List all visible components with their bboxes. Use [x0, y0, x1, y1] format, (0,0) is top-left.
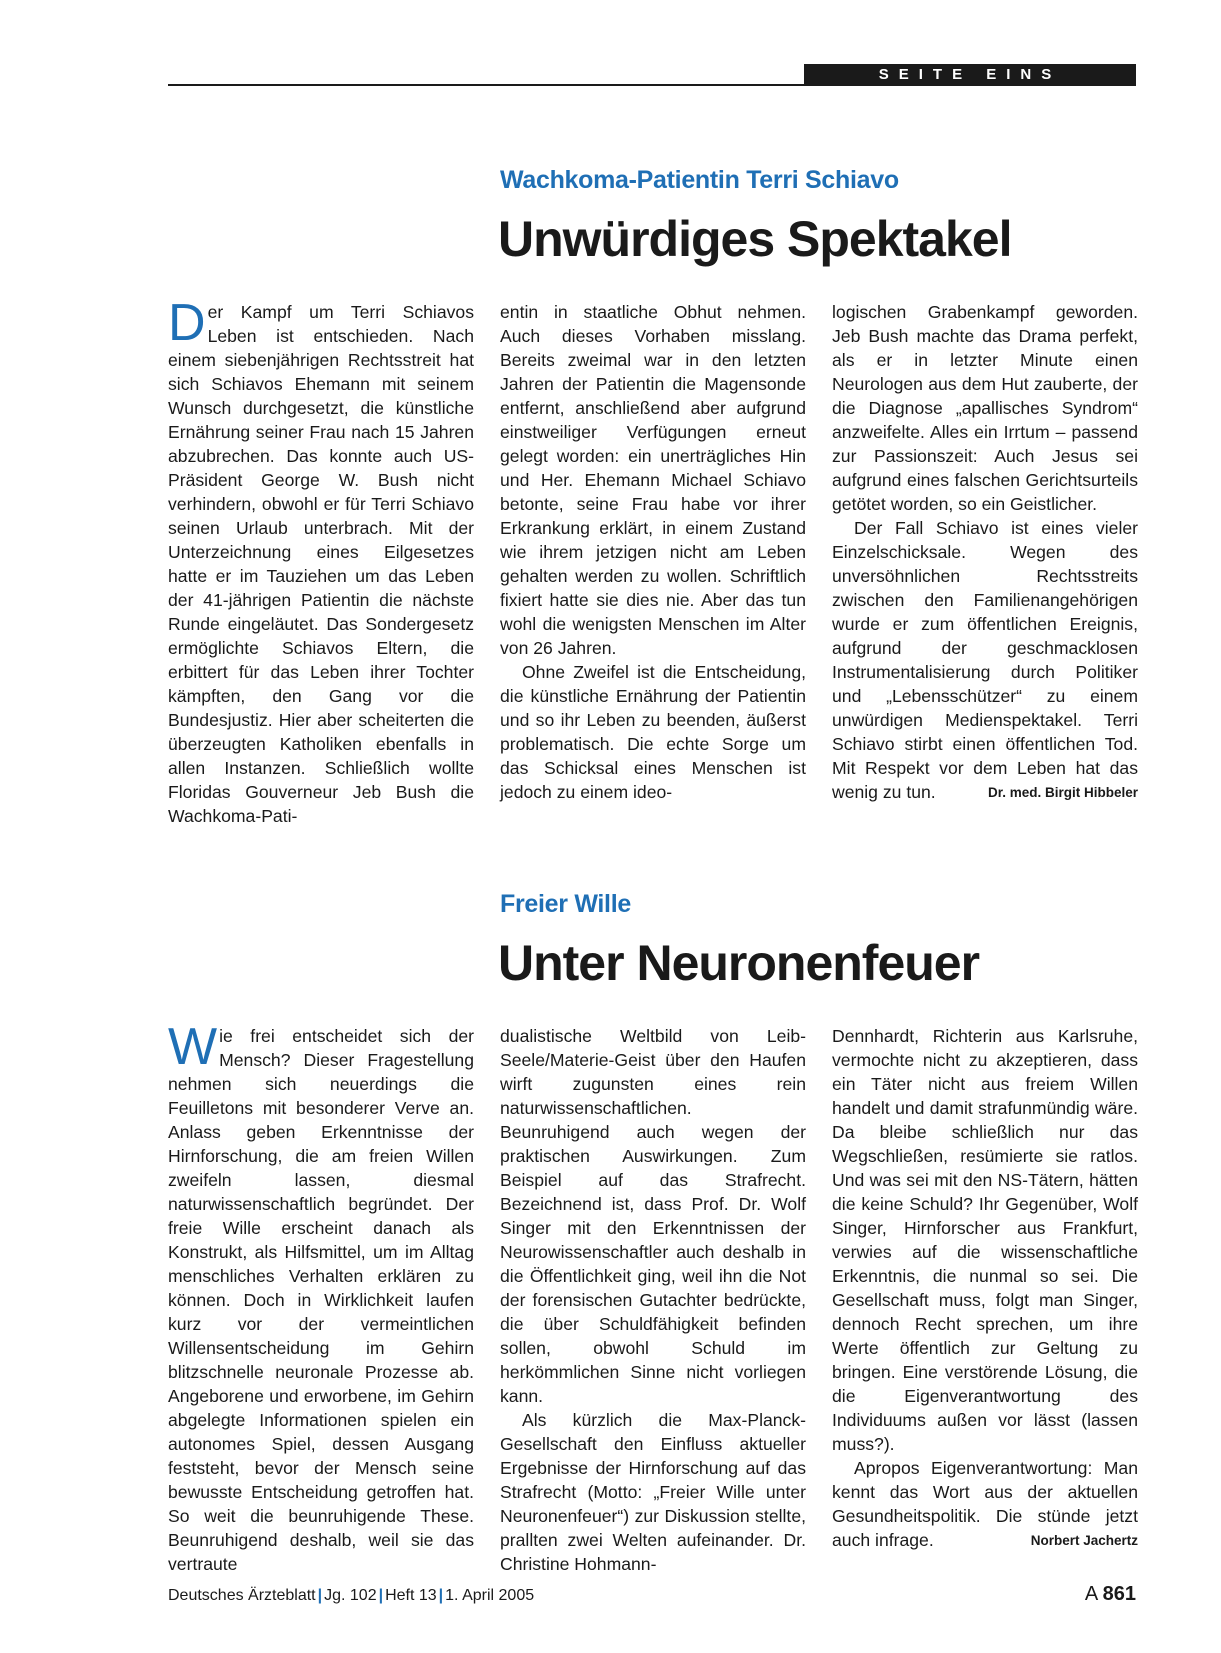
footer-journal: Deutsches Ärzteblatt: [168, 1587, 316, 1604]
article2-column-3: [832, 1024, 1138, 1553]
article1-kicker: Wachkoma-Patientin Terri Schiavo: [500, 166, 899, 194]
article2-column-1: [168, 1018, 474, 1576]
article2-dropcap: W: [168, 1018, 218, 1076]
footer-separator: |: [378, 1587, 384, 1604]
article1-col3-paragraph-2: Der Fall Schiavo ist eines vieler Einzelschicksale. Wegen des unversöhnlichen Rechtsstreits zwischen den Familienangehörigen wurde er zum öffentlichen Ereignis, aufgrund der geschmacklosen Instrumentalisierung durch Politiker und „Lebensschützer“ zu einem unwürdigen Medienspektakel. Terri Schiavo stirbt einen öffentlichen Tod. Mit Respekt vor dem Leben hat das wenig zu tun.: [832, 518, 1138, 802]
article1-headline: Unwürdiges Spektakel: [498, 211, 1012, 267]
article2-col3-paragraph-2: Apropos Eigenverantwortung: Man kennt das Wort aus der aktuellen Gesundheitspolitik. Die stünde jetzt auch infrage.: [832, 1458, 1138, 1550]
article1-author: Dr. med. Birgit Hibbeler: [987, 785, 1138, 800]
page-number-value: 861: [1102, 1583, 1136, 1605]
footer-issue: Heft 13: [385, 1587, 437, 1604]
article2-headline: Unter Neuronenfeuer: [498, 935, 980, 991]
page-number: [1085, 1582, 1136, 1606]
page-footer: [168, 1584, 1136, 1608]
article2-author: Norbert Jachertz: [1030, 1533, 1138, 1548]
article2-kicker: Freier Wille: [500, 890, 631, 918]
article2-col2-paragraph-1: dualistische Weltbild von Leib-Seele/Materie-Geist über den Haufen wirft zugunsten eines rein naturwissenschaftlichen. Beunruhigend auch wegen der praktischen Auswirkungen. Zum Beispiel auf das Strafrecht. Bezeichnend ist, dass Prof. Dr. Wolf Singer mit den Erkenntnissen der Neurowissenschaftler auch deshalb in die Öffentlichkeit ging, weil ihn die Not der forensischen Gutachter bedrückte, die über Schuldfähigkeit befinden sollen, obwohl Schuld im herkömmlichen Sinne nicht vorliegen kann.: [500, 1026, 806, 1406]
section-label: SEITE EINS: [804, 64, 1136, 86]
article2-col3-paragraph-1: Dennhardt, Richterin aus Karlsruhe, vermochte nicht zu akzeptieren, dass ein Täter nicht aus freiem Willen handelt und damit strafunmündig wäre. Da bleibe schließlich nur das Wegschließen, resümierte sie ratlos. Und was sei mit den NS-Tätern, hätten die keine Schuld? Ihr Gegenüber, Wolf Singer, Hirnforscher aus Frankfurt, verwies auf die wissenschaftliche Erkenntnis, die nunmal so sei. Die Gesellschaft muss, folgt man Singer, dennoch Recht sprechen, um ihre Werte öffentlich zur Geltung zu bringen. Eine verstörende Lösung, die die Eigenverantwortung des Individuums außen vor lässt (lassen muss?).: [832, 1026, 1138, 1454]
article1-col2-paragraph-1: entin in staatliche Obhut nehmen. Auch dieses Vorhaben misslang. Bereits zweimal war in den letzten Jahren der Patientin die Magensonde entfernt, anschließend aber aufgrund einstweiliger Verfügungen erneut gelegt worden: ein unerträgliches Hin und Her. Ehemann Michael Schiavo betonte, seine Frau habe vor ihrer Erkrankung erklärt, in einem Zustand wie ihrem jetzigen nicht am Leben gehalten werden zu wollen. Schriftlich fixiert hatte sie dies nie. Aber das tun wohl die wenigsten Menschen im Alter von 26 Jahren.: [500, 302, 806, 658]
article1-col3-paragraph-1: logischen Grabenkampf geworden. Jeb Bush machte das Drama perfekt, als er in letzter Minute einen Neurologen aus dem Hut zauberte, der die Diagnose „apallisches Syndrom“ anzweifelte. Alles ein Irrtum – passend zur Passionszeit: Auch Jesus sei aufgrund eines falschen Gerichtsurteils getötet worden, so ein Geistlicher.: [832, 302, 1138, 514]
article1-column-1: [168, 294, 474, 828]
article1-col1-text: er Kampf um Terri Schiavos Leben ist entschieden. Nach einem siebenjährigen Rechtsstreit hat sich Schiavos Ehemann mit seinem Wunsch durchgesetzt, die künstliche Ernährung seiner Frau nach 15 Jahren abzubrechen. Das konnte auch US-Präsident George W. Bush nicht verhindern, obwohl er für Terri Schiavo seinen Urlaub unterbrach. Mit der Unterzeichnung eines Eilgesetzes hatte er im Tauziehen um das Leben der 41-jährigen Patientin die nächste Runde eingeläutet. Das Sondergesetz ermöglichte Schiavos Eltern, die erbittert für das Leben ihrer Tochter kämpften, den Gang vor die Bundesjustiz. Hier aber scheiterten die überzeugten Katholiken ebenfalls in allen Instanzen. Schließlich wollte Floridas Gouverneur Jeb Bush die Wachkoma-Pati-: [168, 302, 474, 826]
article2-column-2: [500, 1024, 806, 1576]
footer-separator: |: [317, 1587, 323, 1604]
footer-date: 1. April 2005: [445, 1587, 535, 1604]
article1-col2-paragraph-2: Ohne Zweifel ist die Entscheidung, die künstliche Ernährung der Patientin und so ihr Leben zu beenden, äußerst problematisch. Die echte Sorge um das Schicksal eines Menschen ist jedoch zu einem ideo-: [500, 662, 806, 802]
footer-volume: Jg. 102: [324, 1587, 377, 1604]
footer-separator: |: [438, 1587, 444, 1604]
article1-column-2: [500, 300, 806, 804]
page-prefix: A: [1084, 1583, 1098, 1605]
article1-column-3: [832, 300, 1138, 805]
article2-col2-paragraph-2: Als kürzlich die Max-Planck-Gesellschaft den Einfluss aktueller Ergebnisse der Hirnforschung auf das Strafrecht (Motto: „Freier Wille unter Neuronenfeuer“) zur Diskussion stellte, prallten zwei Welten aufeinander. Dr. Christine Hohmann-: [500, 1410, 806, 1574]
article2-col1-text: ie frei entscheidet sich der Mensch? Dieser Fragestellung nehmen sich neuerdings die Feuilletons mit besonderer Verve an. Anlass geben Erkenntnisse der Hirnforschung, die am freien Willen zweifeln lassen, diesmal naturwissenschaftlich begründet. Der freie Wille erscheint danach als Konstrukt, als Hilfsmittel, um im Alltag menschliches Verhalten erklären zu können. Doch in Wirklichkeit laufen kurz vor der vermeintlichen Willensentscheidung im Gehirn blitzschnelle neuronale Prozesse ab. Angeborene und erworbene, im Gehirn abgelegte Informationen spielen ein autonomes Spiel, dessen Ausgang feststeht, bevor der Mensch seine bewusste Entscheidung getroffen hat. So weit die beunruhigende These. Beunruhigend deshalb, weil sie das vertraute: [168, 1026, 474, 1574]
article1-dropcap: D: [168, 294, 206, 352]
